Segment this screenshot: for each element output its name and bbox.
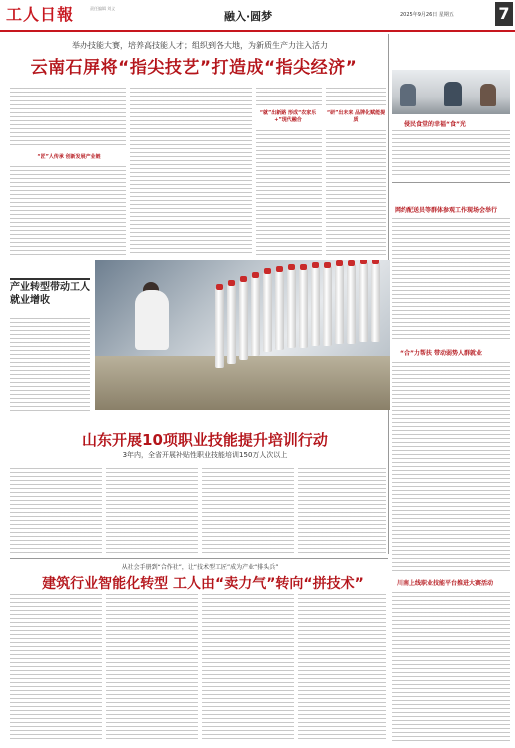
third-text-col3 — [202, 594, 294, 742]
right-story2-title: 网约配送员等群体参观工作现场会举行 — [395, 207, 498, 214]
sidebar-headline: 产业转型带动工人就业增收 — [10, 282, 90, 306]
divider — [392, 182, 510, 183]
lead-text-col1 — [10, 88, 126, 148]
sidebar-text — [10, 318, 90, 414]
subhead-3: “研”出未来 品牌化赋能提质 — [326, 110, 386, 123]
third-text-col2 — [106, 594, 198, 742]
second-text-col3 — [202, 468, 294, 556]
right-story4-text — [392, 592, 510, 742]
divider — [10, 558, 388, 559]
right-story4-title: 川南上线职业技能平台推进大赛活动 — [397, 580, 494, 587]
second-headline: 山东开展10项职业技能提升培训行动 — [82, 431, 328, 449]
right-top-title: 侵民食堂的幸福“食”光 — [404, 121, 466, 128]
subhead-1: “匠”人传承 创新发展产业链 — [37, 154, 101, 160]
second-text-col2 — [106, 468, 198, 556]
second-text-col1 — [10, 468, 102, 556]
issue-date: 2025年9月26日 星期五 — [400, 12, 454, 18]
second-subhead: 3年内，全省开展补贴性职业技能培训150万人次以上 — [122, 451, 288, 459]
lead-text-col1b — [10, 166, 126, 256]
lead-text-col3 — [256, 130, 322, 255]
right-story2-text — [392, 218, 510, 340]
masthead — [0, 0, 515, 32]
newspaper-logo: 工人日報 — [6, 5, 75, 24]
lead-text-col4 — [326, 130, 386, 255]
section-title: 融入·圆梦 — [224, 10, 273, 23]
third-text-col1 — [10, 594, 102, 742]
subhead-2: “就”出新路 形成“农家乐+”现代融合 — [259, 110, 317, 123]
masthead-sub: 责任编辑 刘义 — [90, 6, 116, 11]
lead-text-col4a — [326, 88, 386, 108]
right-story3-title: “合”力帮扶 带动弱势人群就业 — [400, 350, 482, 357]
page-number: 7 — [495, 2, 513, 26]
canteen-photo — [392, 70, 510, 114]
second-text-col4 — [298, 468, 386, 556]
third-kicker: 从社会手册到“合作社”，让“技术型工匠”成为产业“排头兵” — [121, 564, 279, 571]
right-top-text — [392, 130, 510, 178]
lead-headline: 云南石屏将“指尖技艺”打造成“指尖经济” — [30, 58, 358, 78]
main-photo — [95, 260, 390, 410]
lead-text-col2 — [130, 88, 252, 253]
third-text-col4 — [298, 594, 386, 742]
lead-kicker: 举办技能大赛，培养高技能人才；组织到各大地，为新质生产力注入活力 — [72, 41, 328, 50]
third-headline: 建筑行业智能化转型 工人由“卖力气”转向“拼技术” — [42, 576, 364, 592]
right-story3-text — [392, 362, 510, 572]
sidebar-rule — [10, 278, 90, 280]
lead-text-col3a — [256, 88, 322, 108]
